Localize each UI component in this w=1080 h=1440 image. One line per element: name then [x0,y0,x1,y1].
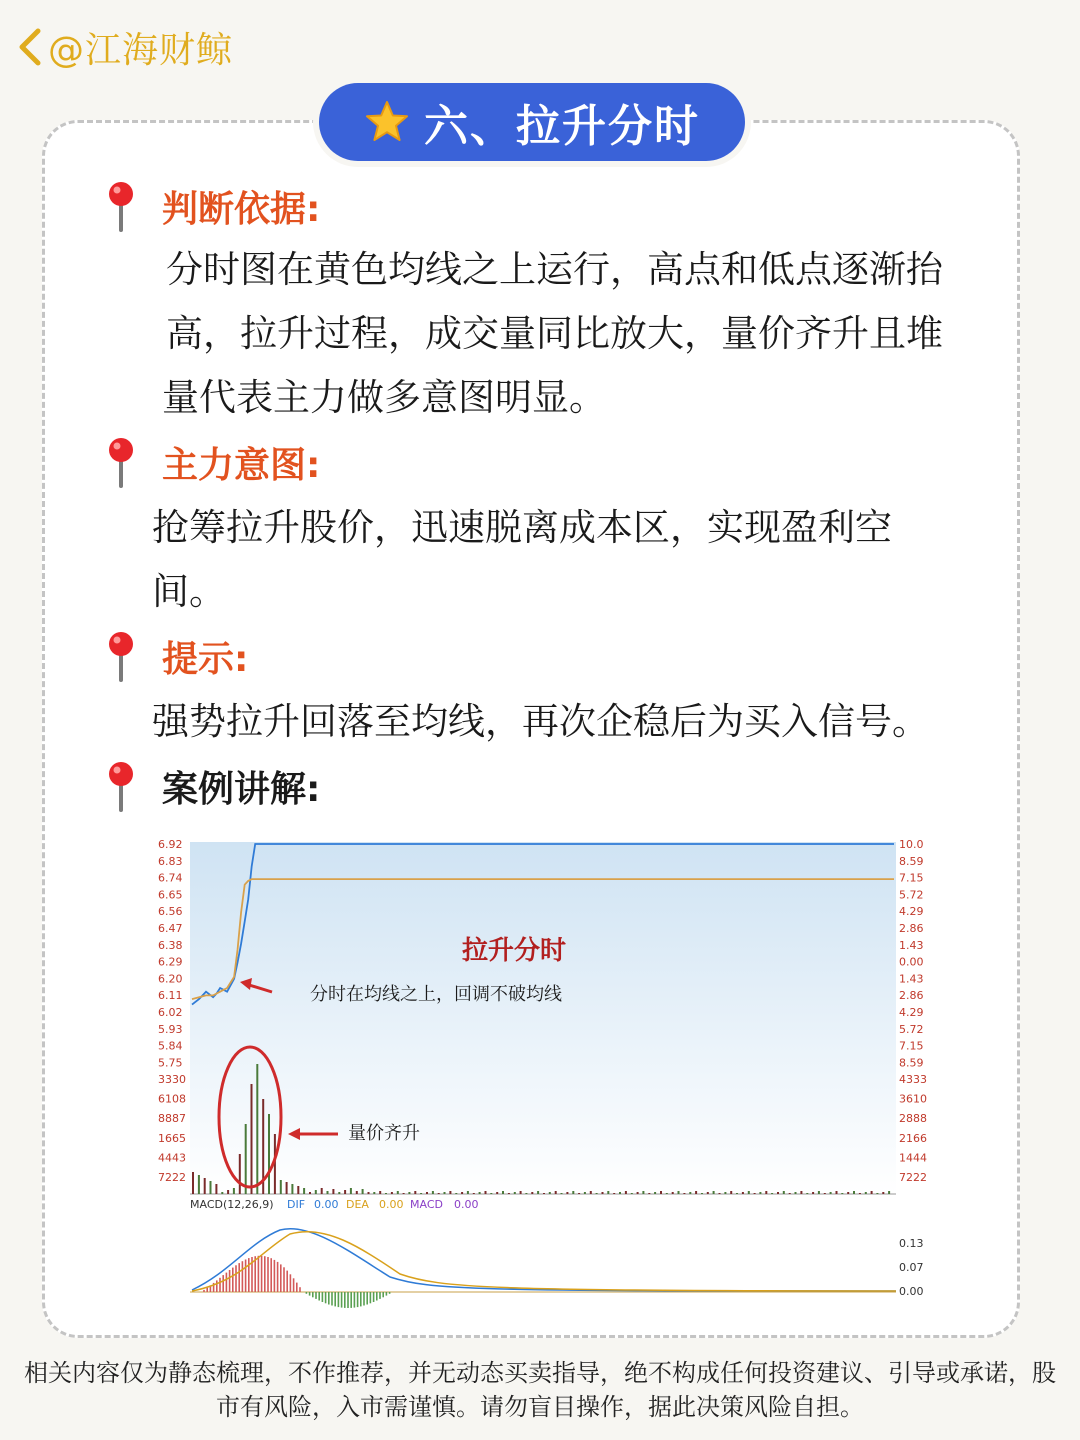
volume-bar [748,1191,750,1194]
volume-bar [806,1193,808,1194]
macd-histogram-bar [280,1264,282,1292]
percent-tick-label: 2.86 [899,989,924,1003]
volume-bar [759,1192,761,1194]
percent-tick-label: 5.72 [899,1022,924,1036]
volume-bar [508,1193,510,1194]
volume-bar [678,1191,680,1194]
volume-bar [414,1191,416,1194]
volume-bar [332,1189,334,1194]
volume-bar [596,1193,598,1194]
volume-bar [368,1192,370,1194]
volume-bar [391,1192,393,1194]
macd-histogram-bar [344,1292,346,1308]
body-line: 分时图在黄色均线之上运行，高点和低点逐渐抬 [166,248,943,291]
volume-bar [602,1192,604,1194]
chart-annotation: 量价齐升 [348,1123,420,1144]
disclaimer-line: 相关内容仅为静态梳理，不作推荐，并无动态买卖指导，绝不构成任何投资建议、引导或承诺，股 [24,1359,1056,1387]
volume-bar [771,1193,773,1194]
macd-name: MACD [410,1198,443,1211]
body-line: 间。 [152,570,226,613]
percent-tick-label: 8.59 [899,1056,924,1070]
volume-bar [707,1192,709,1194]
volume-bar [543,1193,545,1194]
price-tick-label: 6.02 [158,1006,183,1019]
chart-annotation: 分时在均线之上，回调不破均线 [310,984,562,1005]
volume-bar [204,1178,206,1194]
macd-histogram-bar [254,1256,256,1292]
macd-histogram-bar [264,1256,266,1292]
volume-bar [561,1193,563,1194]
macd-histogram-bar [245,1260,247,1293]
star-icon [364,99,410,145]
volume-bar [525,1193,527,1194]
macd-histogram-bar [226,1273,228,1292]
body-line: 强势拉升回落至均线，再次企稳后为买入信号。 [152,700,929,743]
volume-bar [221,1192,223,1194]
volume-tick-label: 2166 [899,1131,927,1145]
volume-bar [350,1188,352,1194]
volume-tick-label: 4443 [158,1151,186,1165]
chart-svg [150,832,930,1324]
volume-tick-label: 2888 [899,1112,927,1126]
volume-bar [613,1193,615,1194]
volume-bar [713,1191,715,1194]
volume-bar [631,1193,633,1194]
price-tick-label: 6.65 [158,888,183,902]
pushpin-icon [102,630,140,682]
volume-bar [590,1191,592,1194]
volume-bar [385,1193,387,1194]
body-line: 抢筹拉升股价，迅速脱离成本区，实现盈利空 [152,506,892,549]
volume-bar [256,1064,258,1194]
title-text: 六、拉升分时 [424,101,700,152]
macd-histogram-bar [216,1280,218,1292]
volume-bar [379,1191,381,1194]
macd-histogram-bar [389,1292,391,1294]
volume-bar [245,1124,247,1194]
volume-bar [847,1192,849,1194]
volume-bar [642,1191,644,1194]
volume-bar [327,1191,329,1194]
price-tick-label: 6.29 [158,955,183,969]
volume-bar [344,1190,346,1194]
volume-bar [490,1193,492,1194]
volume-tick-label: 7222 [158,1171,186,1184]
volume-bar [479,1192,481,1194]
volume-tick-label: 1444 [899,1151,927,1165]
volume-bar [882,1192,884,1194]
percent-tick-label: 4.29 [899,1006,924,1019]
volume-bar [578,1193,580,1194]
macd-histogram-bar [328,1292,330,1305]
body-line: 高，拉升过程，成交量同比放大，量价齐升且堆 [166,312,943,355]
macd-histogram-bar [248,1258,250,1292]
volume-bar [514,1192,516,1194]
price-tick-label: 5.93 [158,1022,183,1036]
macd-histogram-bar [309,1292,311,1296]
macd-histogram-bar [363,1292,365,1306]
macd-histogram-bar [293,1278,295,1292]
volume-bar [719,1193,721,1194]
pushpin-icon [102,436,140,488]
volume-bar [637,1192,639,1194]
macd-histogram-bar [306,1292,308,1294]
percent-tick-label: 10.0 [899,838,924,851]
volume-bar [876,1193,878,1194]
section-body [152,496,892,624]
volume-bar [303,1188,305,1194]
volume-bar [362,1189,364,1194]
macd-histogram-bar [360,1292,362,1306]
pushpin-icon [102,180,140,232]
chart-title: 拉升分时 [461,936,567,966]
dea-label: DEA [346,1198,369,1211]
volume-bar [198,1175,200,1194]
percent-tick-label: 7.15 [899,1039,924,1053]
price-tick-label: 6.38 [158,938,183,952]
macd-histogram-bar [219,1278,221,1292]
macd-value: 0.00 [454,1198,479,1211]
volume-bar [765,1191,767,1194]
volume-bar [192,1172,194,1194]
macd-histogram-bar [274,1260,276,1292]
percent-tick-label: 0.00 [899,955,924,969]
volume-bar [672,1192,674,1194]
volume-bar [730,1191,732,1194]
volume-bar [724,1192,726,1194]
macd-histogram-bar [206,1288,208,1292]
volume-bar [233,1188,235,1194]
volume-bar [572,1191,574,1194]
macd-histogram-bar [341,1292,343,1308]
volume-bar [485,1191,487,1194]
macd-histogram-bar [283,1267,285,1292]
volume-bar [356,1191,358,1194]
volume-bar [619,1192,621,1194]
volume-bar [683,1193,685,1194]
macd-histogram-bar [299,1287,301,1292]
section-intent [102,436,320,488]
macd-histogram-bar [379,1292,381,1299]
dif-value: 0.00 [314,1198,339,1211]
volume-bar [251,1084,253,1194]
price-tick-label: 5.75 [158,1056,183,1070]
volume-bar [742,1192,744,1194]
section-tip [102,630,248,682]
macd-histogram-bar [334,1292,336,1306]
dif-label: DIF [287,1198,306,1211]
price-tick-label: 6.83 [158,854,183,868]
section-heading: 案例讲解: [162,768,321,810]
chevron-left-icon[interactable] [14,22,48,72]
macd-histogram-bar [373,1292,375,1302]
volume-bar [818,1191,820,1194]
price-tick-label: 6.74 [158,871,183,885]
volume-bar [800,1191,802,1194]
volume-tick-label: 3330 [158,1073,186,1086]
volume-bar [461,1192,463,1194]
macd-histogram-bar [286,1271,288,1292]
volume-bar [449,1191,451,1194]
price-tick-label: 5.84 [158,1039,183,1053]
macd-histogram-bar [277,1262,279,1292]
volume-bar [824,1193,826,1194]
volume-bar [455,1193,457,1194]
section-heading: 判断依据: [162,188,321,230]
volume-bar [315,1190,317,1194]
macd-histogram-bar [347,1292,349,1308]
macd-histogram-bar [222,1275,224,1292]
percent-tick-label: 8.59 [899,854,924,868]
volume-bar [777,1192,779,1194]
volume-bar [502,1191,504,1194]
macd-histogram-bar [312,1292,314,1297]
volume-bar [473,1193,475,1194]
price-tick-label: 6.47 [158,922,183,935]
title-banner [319,83,745,161]
account-handle[interactable]: @江海财鲸 [48,29,234,71]
volume-bar [859,1193,861,1194]
volume-bar [836,1191,838,1194]
macd-histogram-bar [386,1292,388,1296]
body-line: 量代表主力做多意图明显。 [162,376,606,419]
section-case [102,760,320,812]
volume-bar [666,1193,668,1194]
macd-histogram-bar [238,1263,240,1292]
volume-bar [736,1193,738,1194]
volume-bar [496,1192,498,1194]
macd-histogram-bar [366,1292,368,1305]
percent-tick-label: 1.43 [899,938,924,952]
macd-histogram-bar [229,1270,231,1292]
volume-bar [215,1184,217,1194]
volume-bar [403,1193,405,1194]
volume-tick-label: 7222 [899,1171,927,1184]
volume-bar [438,1193,440,1194]
percent-tick-label: 1.43 [899,972,924,986]
macd-histogram-bar [267,1257,269,1292]
macd-histogram-bar [290,1274,292,1292]
dea-value: 0.00 [379,1198,404,1211]
volume-bar [309,1192,311,1194]
macd-histogram-bar [242,1261,244,1292]
macd-histogram-bar [322,1292,324,1302]
disclaimer [14,1356,1066,1424]
macd-histogram-bar [370,1292,372,1303]
volume-bar [625,1191,627,1194]
volume-bar [841,1193,843,1194]
volume-bar [373,1192,375,1194]
volume-bar [789,1193,791,1194]
volume-bar [397,1191,399,1194]
volume-tick-label: 8887 [158,1112,186,1126]
pushpin-icon [102,760,140,812]
volume-bar [812,1192,814,1194]
volume-bar [660,1191,662,1194]
macd-histogram-bar [270,1258,272,1292]
volume-bar [297,1186,299,1194]
intraday-chart [150,832,930,1324]
price-tick-label: 6.92 [158,838,183,851]
volume-bar [420,1193,422,1194]
volume-bar [227,1190,229,1194]
volume-bar [555,1191,557,1194]
volume-bar [830,1192,832,1194]
macd-histogram-bar [354,1292,356,1308]
macd-histogram-bar [331,1292,333,1306]
volume-bar [648,1193,650,1194]
macd-tick-label: 0.00 [899,1285,924,1298]
macd-histogram-bar [261,1256,263,1292]
volume-bar [654,1192,656,1194]
volume-bar [321,1188,323,1194]
volume-tick-label: 1665 [158,1131,186,1145]
volume-bar [795,1192,797,1194]
volume-bar [549,1192,551,1194]
macd-histogram-bar [232,1268,234,1292]
volume-tick-label: 3610 [899,1092,927,1106]
volume-bar [584,1192,586,1194]
disclaimer-line: 市有风险，入市需谨慎。请勿盲目操作，据此决策风险自担。 [216,1393,864,1421]
macd-histogram-bar [203,1290,205,1292]
price-volume-panel [190,842,896,1194]
macd-tick-label: 0.13 [899,1237,924,1250]
volume-bar [783,1191,785,1194]
volume-bar [853,1191,855,1194]
volume-bar [865,1192,867,1194]
volume-bar [537,1191,539,1194]
price-tick-label: 6.11 [158,989,183,1003]
volume-bar [280,1180,282,1194]
macd-label: MACD(12,26,9) [190,1198,274,1211]
section-body [162,238,943,430]
percent-tick-label: 5.72 [899,888,924,902]
macd-histogram-bar [376,1292,378,1301]
volume-bar [444,1192,446,1194]
macd-histogram-bar [235,1265,237,1292]
volume-bar [338,1192,340,1194]
volume-bar [520,1191,522,1194]
macd-panel [190,1204,896,1316]
macd-histogram-bar [357,1292,359,1307]
volume-bar [291,1184,293,1194]
volume-bar [888,1191,890,1194]
volume-bar [695,1191,697,1194]
volume-bar [531,1192,533,1194]
macd-histogram-bar [318,1292,320,1301]
volume-bar [566,1192,568,1194]
macd-histogram-bar [325,1292,327,1303]
macd-histogram-bar [315,1292,317,1299]
volume-bar [467,1191,469,1194]
section-body [152,690,929,754]
volume-bar [754,1193,756,1194]
volume-bar [871,1191,873,1194]
percent-tick-label: 2.86 [899,922,924,935]
volume-bar [689,1192,691,1194]
volume-bar [607,1191,609,1194]
volume-bar [426,1192,428,1194]
section-basis [102,180,320,232]
macd-histogram-bar [258,1256,260,1292]
top-bar [14,22,233,72]
volume-bar [239,1154,241,1194]
volume-bar [210,1181,212,1194]
price-tick-label: 6.20 [158,972,183,986]
percent-tick-label: 7.15 [899,871,924,885]
percent-tick-label: 4.29 [899,905,924,919]
macd-tick-label: 0.07 [899,1261,924,1274]
macd-histogram-bar [338,1292,340,1307]
price-tick-label: 6.56 [158,905,183,919]
volume-tick-label: 4333 [899,1073,927,1086]
volume-bar [432,1191,434,1194]
section-heading: 主力意图: [162,444,321,486]
volume-bar [701,1193,703,1194]
volume-tick-label: 6108 [158,1092,186,1106]
macd-histogram-bar [382,1292,384,1297]
section-heading: 提示: [162,638,249,680]
volume-bar [408,1192,410,1194]
macd-histogram-bar [296,1283,298,1292]
macd-histogram-bar [350,1292,352,1308]
volume-bar [286,1182,288,1194]
volume-bar [268,1114,270,1194]
